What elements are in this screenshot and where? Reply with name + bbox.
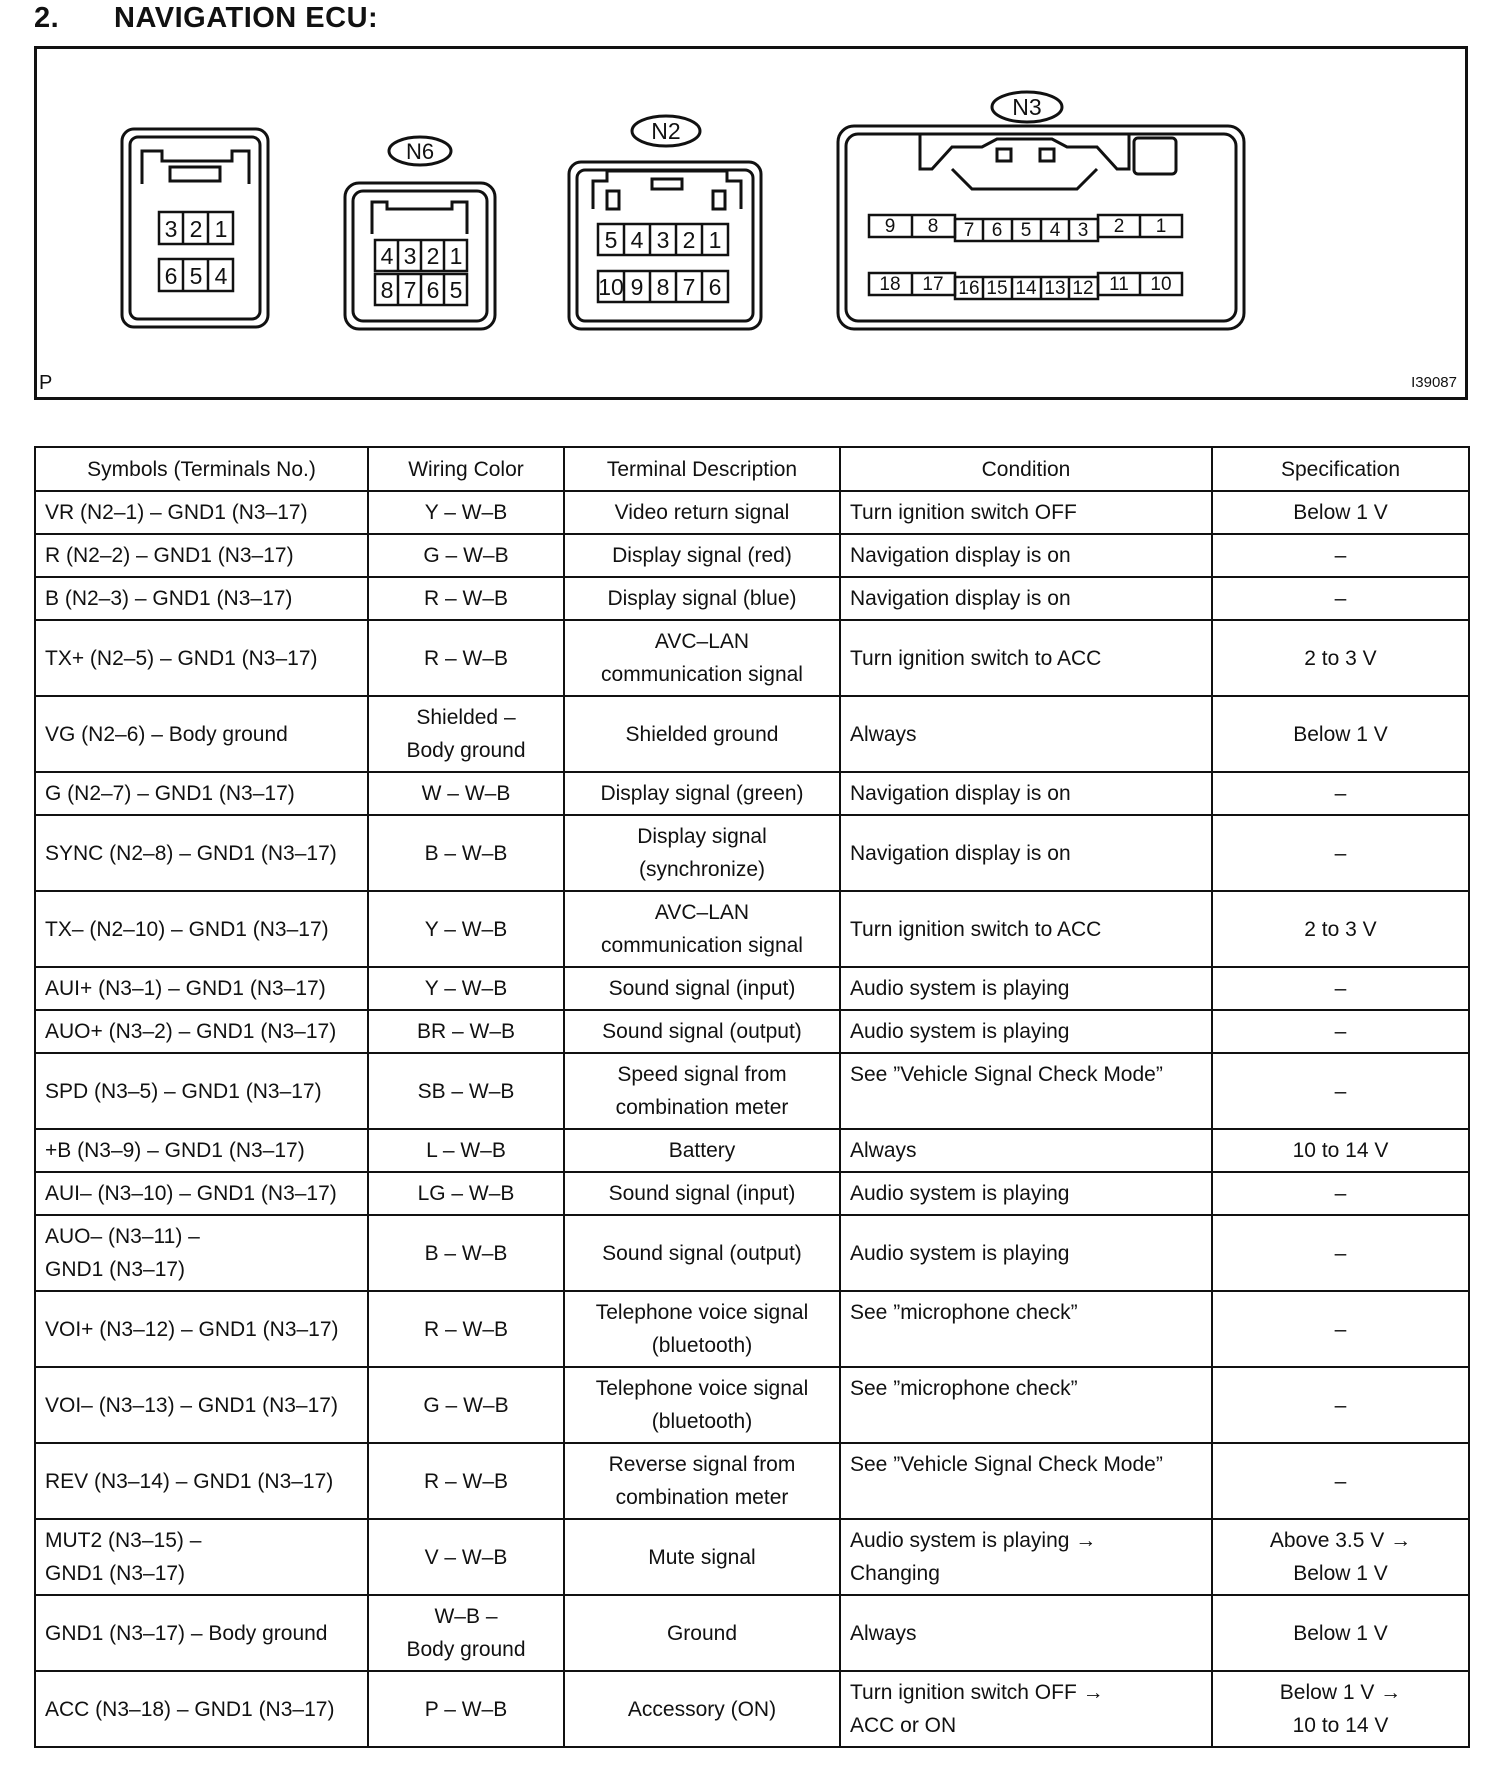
cell-specification: –: [1212, 1367, 1469, 1443]
connector-drawing: [37, 49, 1465, 397]
table-row: [35, 772, 1469, 815]
cell-symbol: GND1 (N3–17) – Body ground: [35, 1595, 368, 1671]
cell-symbol: VR (N2–1) – GND1 (N3–17): [35, 491, 368, 534]
pin-number: 7: [403, 277, 417, 303]
pin-number: 1: [1155, 216, 1167, 237]
cell-wiring-color: G – W–B: [368, 534, 564, 577]
pin-number: 5: [604, 227, 618, 253]
pin-number: 16: [958, 278, 980, 299]
cell-symbol: +B (N3–9) – GND1 (N3–17): [35, 1129, 368, 1172]
connector-n2-label: N2: [651, 118, 681, 144]
cell-condition: Navigation display is on: [840, 815, 1212, 891]
table-row: [35, 1172, 1469, 1215]
cell-condition: Audio system is playing: [840, 967, 1212, 1010]
header-wiring-color: Wiring Color: [368, 447, 564, 491]
pin-number: 6: [164, 263, 178, 289]
cell-description: AVC–LAN communication signal: [564, 891, 840, 967]
cell-symbol: VOI– (N3–13) – GND1 (N3–17): [35, 1367, 368, 1443]
cell-symbol: ACC (N3–18) – GND1 (N3–17): [35, 1671, 368, 1747]
cell-wiring-color: P – W–B: [368, 1671, 564, 1747]
connector-diagram: [34, 46, 1468, 400]
cell-wiring-color: BR – W–B: [368, 1010, 564, 1053]
cell-description: Video return signal: [564, 491, 840, 534]
cell-description: Battery: [564, 1129, 840, 1172]
pin-number: 6: [426, 277, 440, 303]
table-row: [35, 1671, 1469, 1747]
cell-specification: –: [1212, 1291, 1469, 1367]
cell-description: Display signal (synchronize): [564, 815, 840, 891]
cell-symbol: B (N2–3) – GND1 (N3–17): [35, 577, 368, 620]
cell-condition: See ”microphone check”: [840, 1367, 1212, 1443]
pin-number-group: [165, 216, 1172, 303]
cell-description: Sound signal (input): [564, 967, 840, 1010]
cell-condition: Turn ignition switch OFF: [840, 491, 1212, 534]
table-row: [35, 891, 1469, 967]
cell-condition: Audio system is playing: [840, 1215, 1212, 1291]
table-row: [35, 1367, 1469, 1443]
pin-number: 3: [403, 243, 417, 269]
cell-wiring-color: R – W–B: [368, 1291, 564, 1367]
pin-number: 9: [630, 274, 644, 300]
table-row: [35, 1129, 1469, 1172]
cell-condition: See ”Vehicle Signal Check Mode”: [840, 1443, 1212, 1519]
table-row: [35, 1595, 1469, 1671]
cell-wiring-color: G – W–B: [368, 1367, 564, 1443]
pin-number: 1: [708, 227, 722, 253]
cell-specification: Below 1 V: [1212, 1595, 1469, 1671]
cell-symbol: AUI– (N3–10) – GND1 (N3–17): [35, 1172, 368, 1215]
cell-wiring-color: W–B – Body ground: [368, 1595, 564, 1671]
cell-description: Ground: [564, 1595, 840, 1671]
cell-description: Display signal (green): [564, 772, 840, 815]
cell-description: Reverse signal from combination meter: [564, 1443, 840, 1519]
cell-specification: –: [1212, 772, 1469, 815]
section-title: NAVIGATION ECU:: [114, 2, 379, 34]
cell-description: Telephone voice signal (bluetooth): [564, 1291, 840, 1367]
cell-symbol: R (N2–2) – GND1 (N3–17): [35, 534, 368, 577]
cell-specification: –: [1212, 1215, 1469, 1291]
connector-n6-housing: [345, 137, 495, 329]
cell-condition: Turn ignition switch to ACC: [840, 620, 1212, 696]
cell-symbol: SYNC (N2–8) – GND1 (N3–17): [35, 815, 368, 891]
cell-specification: –: [1212, 1172, 1469, 1215]
pin-number: 3: [656, 227, 670, 253]
cell-wiring-color: Y – W–B: [368, 491, 564, 534]
pin-number: 9: [884, 216, 896, 237]
corner-mark: P: [39, 372, 53, 394]
cell-description: Display signal (red): [564, 534, 840, 577]
table-row: [35, 620, 1469, 696]
pin-number: 10: [598, 274, 624, 300]
table-row: [35, 967, 1469, 1010]
pin-number: 2: [682, 227, 696, 253]
cell-condition: See ”Vehicle Signal Check Mode”: [840, 1053, 1212, 1129]
cell-specification: –: [1212, 1443, 1469, 1519]
pin-number: 7: [963, 220, 975, 241]
table-header-row: [35, 447, 1469, 491]
cell-symbol: AUI+ (N3–1) – GND1 (N3–17): [35, 967, 368, 1010]
cell-description: AVC–LAN communication signal: [564, 620, 840, 696]
pin-number: 17: [922, 274, 944, 295]
cell-symbol: SPD (N3–5) – GND1 (N3–17): [35, 1053, 368, 1129]
pin-number: 15: [986, 278, 1008, 299]
pin-number: 5: [1020, 220, 1032, 241]
section-number: 2.: [34, 2, 60, 34]
pin-number: 6: [708, 274, 722, 300]
header-terminal-description: Terminal Description: [564, 447, 840, 491]
pin-number: 4: [380, 243, 394, 269]
pin-number: 4: [214, 263, 228, 289]
pin-number: 7: [682, 274, 696, 300]
pin-number: 3: [164, 216, 178, 242]
pin-number: 12: [1072, 278, 1094, 299]
cell-symbol: REV (N3–14) – GND1 (N3–17): [35, 1443, 368, 1519]
connector-n6-label: N6: [405, 139, 435, 164]
pin-number: 11: [1109, 274, 1129, 295]
pin-number: 10: [1150, 274, 1172, 295]
table-row: [35, 1519, 1469, 1595]
cell-condition: Audio system is playing → Changing: [840, 1519, 1212, 1595]
header-specification: Specification: [1212, 447, 1469, 491]
cell-description: Mute signal: [564, 1519, 840, 1595]
pin-number: 6: [991, 220, 1003, 241]
pin-number: 2: [189, 216, 203, 242]
table-row: [35, 1443, 1469, 1519]
cell-condition: Turn ignition switch OFF → ACC or ON: [840, 1671, 1212, 1747]
cell-wiring-color: R – W–B: [368, 1443, 564, 1519]
cell-description: Sound signal (output): [564, 1010, 840, 1053]
pin-number: 5: [449, 277, 463, 303]
cell-wiring-color: SB – W–B: [368, 1053, 564, 1129]
cell-condition: Audio system is playing: [840, 1010, 1212, 1053]
pin-number: 8: [656, 274, 670, 300]
cell-specification: Below 1 V → 10 to 14 V: [1212, 1671, 1469, 1747]
table-row: [35, 1215, 1469, 1291]
cell-description: Shielded ground: [564, 696, 840, 772]
header-condition: Condition: [840, 447, 1212, 491]
pin-number: 2: [426, 243, 440, 269]
pin-number: 4: [1049, 220, 1061, 241]
cell-specification: –: [1212, 815, 1469, 891]
cell-specification: Below 1 V: [1212, 696, 1469, 772]
cell-description: Speed signal from combination meter: [564, 1053, 840, 1129]
pin-number: 5: [189, 263, 203, 289]
pin-number: 3: [1077, 220, 1089, 241]
cell-description: Accessory (ON): [564, 1671, 840, 1747]
pin-number: 14: [1015, 278, 1037, 299]
cell-specification: Below 1 V: [1212, 491, 1469, 534]
figure-id: I39087: [1411, 374, 1457, 391]
pin-number: 2: [1113, 216, 1125, 237]
terminal-spec-table: [34, 446, 1470, 1748]
cell-symbol: TX– (N2–10) – GND1 (N3–17): [35, 891, 368, 967]
table-row: [35, 577, 1469, 620]
table-body: [35, 491, 1469, 1747]
cell-condition: Turn ignition switch to ACC: [840, 891, 1212, 967]
connector-n3-label: N3: [1012, 94, 1042, 120]
table-row: [35, 1053, 1469, 1129]
cell-description: Sound signal (output): [564, 1215, 840, 1291]
cell-condition: Navigation display is on: [840, 577, 1212, 620]
cell-wiring-color: Shielded – Body ground: [368, 696, 564, 772]
cell-specification: –: [1212, 534, 1469, 577]
cell-wiring-color: Y – W–B: [368, 967, 564, 1010]
header-symbols: Symbols (Terminals No.): [35, 447, 368, 491]
cell-wiring-color: R – W–B: [368, 577, 564, 620]
cell-wiring-color: R – W–B: [368, 620, 564, 696]
cell-symbol: VG (N2–6) – Body ground: [35, 696, 368, 772]
cell-symbol: AUO– (N3–11) – GND1 (N3–17): [35, 1215, 368, 1291]
cell-symbol: G (N2–7) – GND1 (N3–17): [35, 772, 368, 815]
cell-wiring-color: L – W–B: [368, 1129, 564, 1172]
cell-specification: Above 3.5 V → Below 1 V: [1212, 1519, 1469, 1595]
pin-number: 8: [380, 277, 394, 303]
pin-number: 4: [630, 227, 644, 253]
cell-specification: –: [1212, 577, 1469, 620]
cell-wiring-color: Y – W–B: [368, 891, 564, 967]
cell-wiring-color: B – W–B: [368, 1215, 564, 1291]
cell-symbol: MUT2 (N3–15) – GND1 (N3–17): [35, 1519, 368, 1595]
pin-number: 8: [927, 216, 939, 237]
cell-condition: Audio system is playing: [840, 1172, 1212, 1215]
cell-symbol: VOI+ (N3–12) – GND1 (N3–17): [35, 1291, 368, 1367]
cell-description: Telephone voice signal (bluetooth): [564, 1367, 840, 1443]
cell-condition: See ”microphone check”: [840, 1291, 1212, 1367]
table-row: [35, 696, 1469, 772]
cell-symbol: AUO+ (N3–2) – GND1 (N3–17): [35, 1010, 368, 1053]
cell-specification: 2 to 3 V: [1212, 620, 1469, 696]
pin-number: 13: [1044, 278, 1066, 299]
section-heading: [34, 2, 378, 35]
cell-specification: 2 to 3 V: [1212, 891, 1469, 967]
table-row: [35, 1291, 1469, 1367]
table-row: [35, 491, 1469, 534]
table-row: [35, 534, 1469, 577]
pin-number: 18: [879, 274, 901, 295]
pin-number: 1: [449, 243, 463, 269]
pin-number: 1: [214, 216, 228, 242]
cell-symbol: TX+ (N2–5) – GND1 (N3–17): [35, 620, 368, 696]
cell-wiring-color: B – W–B: [368, 815, 564, 891]
cell-condition: Always: [840, 696, 1212, 772]
cell-specification: –: [1212, 967, 1469, 1010]
cell-wiring-color: V – W–B: [368, 1519, 564, 1595]
cell-condition: Always: [840, 1129, 1212, 1172]
table-row: [35, 1010, 1469, 1053]
cell-wiring-color: W – W–B: [368, 772, 564, 815]
cell-condition: Navigation display is on: [840, 534, 1212, 577]
cell-condition: Always: [840, 1595, 1212, 1671]
cell-specification: –: [1212, 1053, 1469, 1129]
cell-wiring-color: LG – W–B: [368, 1172, 564, 1215]
table-row: [35, 815, 1469, 891]
cell-specification: –: [1212, 1010, 1469, 1053]
cell-description: Display signal (blue): [564, 577, 840, 620]
cell-specification: 10 to 14 V: [1212, 1129, 1469, 1172]
cell-condition: Navigation display is on: [840, 772, 1212, 815]
cell-description: Sound signal (input): [564, 1172, 840, 1215]
